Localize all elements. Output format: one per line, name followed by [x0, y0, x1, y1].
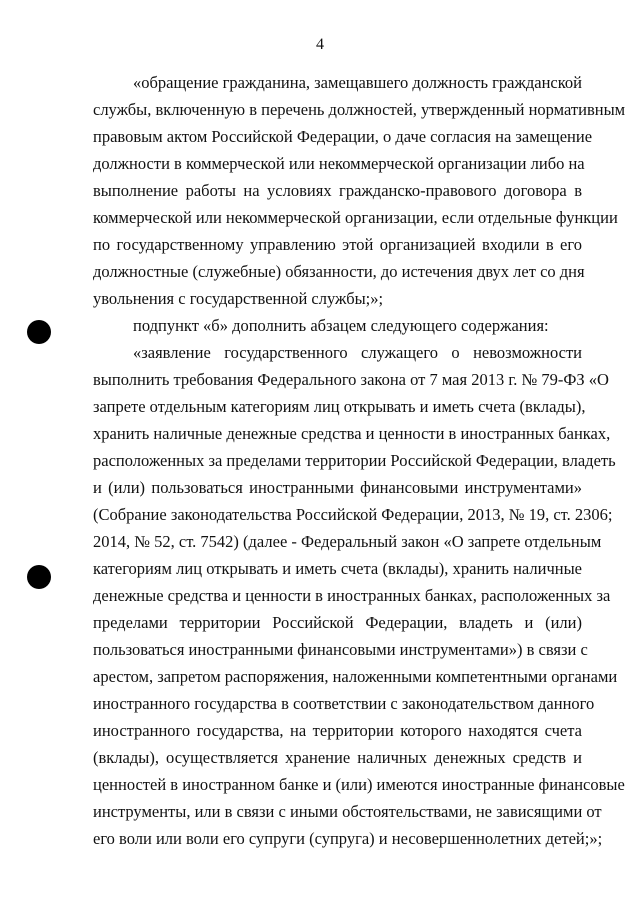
text-line: выполнить требования Федерального закона от 7 мая 2013 г. № 79-ФЗ «О — [93, 370, 609, 389]
text-line: (вклады), осуществляется хранение наличных денежных средств и — [93, 748, 582, 767]
paragraph-1 — [93, 69, 626, 312]
text-line: иностранного государства, на территории которого находятся счета — [93, 721, 582, 740]
text-line: запрете отдельным категориям лиц открывать и иметь счета (вклады), — [93, 397, 586, 416]
text-line: ценностей в иностранном банке и (или) имеются иностранные финансовые — [93, 775, 625, 794]
text-line: категориям лиц открывать и иметь счета (вклады), хранить наличные — [93, 559, 582, 578]
page-number: 4 — [316, 36, 324, 53]
text-line: выполнение работы на условиях гражданско-правового договора в — [93, 181, 582, 200]
text-line: расположенных за пределами территории Российской Федерации, владеть — [93, 451, 616, 470]
text-line: 2014, № 52, ст. 7542) (далее - Федеральный закон «О запрете отдельным — [93, 532, 602, 551]
paragraph-2 — [93, 312, 582, 339]
text-line: (Собрание законодательства Российской Федерации, 2013, № 19, ст. 2306; — [93, 505, 613, 524]
text-line: пределами территории Российской Федерации, владеть и (или) — [93, 613, 582, 632]
text-line: увольнения с государственной службы;»; — [93, 289, 384, 308]
text-line: «обращение гражданина, замещавшего должность гражданской — [133, 73, 582, 92]
punch-hole-top — [27, 320, 51, 344]
text-line: службы, включенную в перечень должностей, утвержденный нормативным — [93, 100, 626, 119]
text-line: должности в коммерческой или некоммерческой организации либо на — [93, 154, 585, 173]
text-line: и (или) пользоваться иностранными финансовыми инструментами» — [93, 478, 582, 497]
paragraph-3 — [93, 339, 625, 852]
punch-hole-bottom — [27, 565, 51, 589]
document-body — [93, 69, 626, 852]
text-line: инструменты, или в связи с иными обстоятельствами, не зависящими от — [93, 802, 602, 821]
text-line: пользоваться иностранными финансовыми инструментами») в связи с — [93, 640, 588, 659]
text-line: его воли или воли его супруги (супруга) и несовершеннолетних детей;»; — [93, 829, 603, 848]
text-line: подпункт «б» дополнить абзацем следующего содержания: — [133, 316, 549, 335]
text-line: коммерческой или некоммерческой организации, если отдельные функции — [93, 208, 618, 227]
text-line: иностранного государства в соответствии с законодательством данного — [93, 694, 595, 713]
text-line: «заявление государственного служащего о невозможности — [133, 343, 582, 362]
text-line: правовым актом Российской Федерации, о даче согласия на замещение — [93, 127, 593, 146]
text-line: должностные (служебные) обязанности, до истечения двух лет со дня — [93, 262, 585, 281]
text-line: денежные средства и ценности в иностранных банках, расположенных за — [93, 586, 611, 605]
text-line: хранить наличные денежные средства и ценности в иностранных банках, — [93, 424, 611, 443]
text-line: арестом, запретом распоряжения, наложенными компетентными органами — [93, 667, 618, 686]
text-line: по государственному управлению этой организацией входили в его — [93, 235, 582, 254]
